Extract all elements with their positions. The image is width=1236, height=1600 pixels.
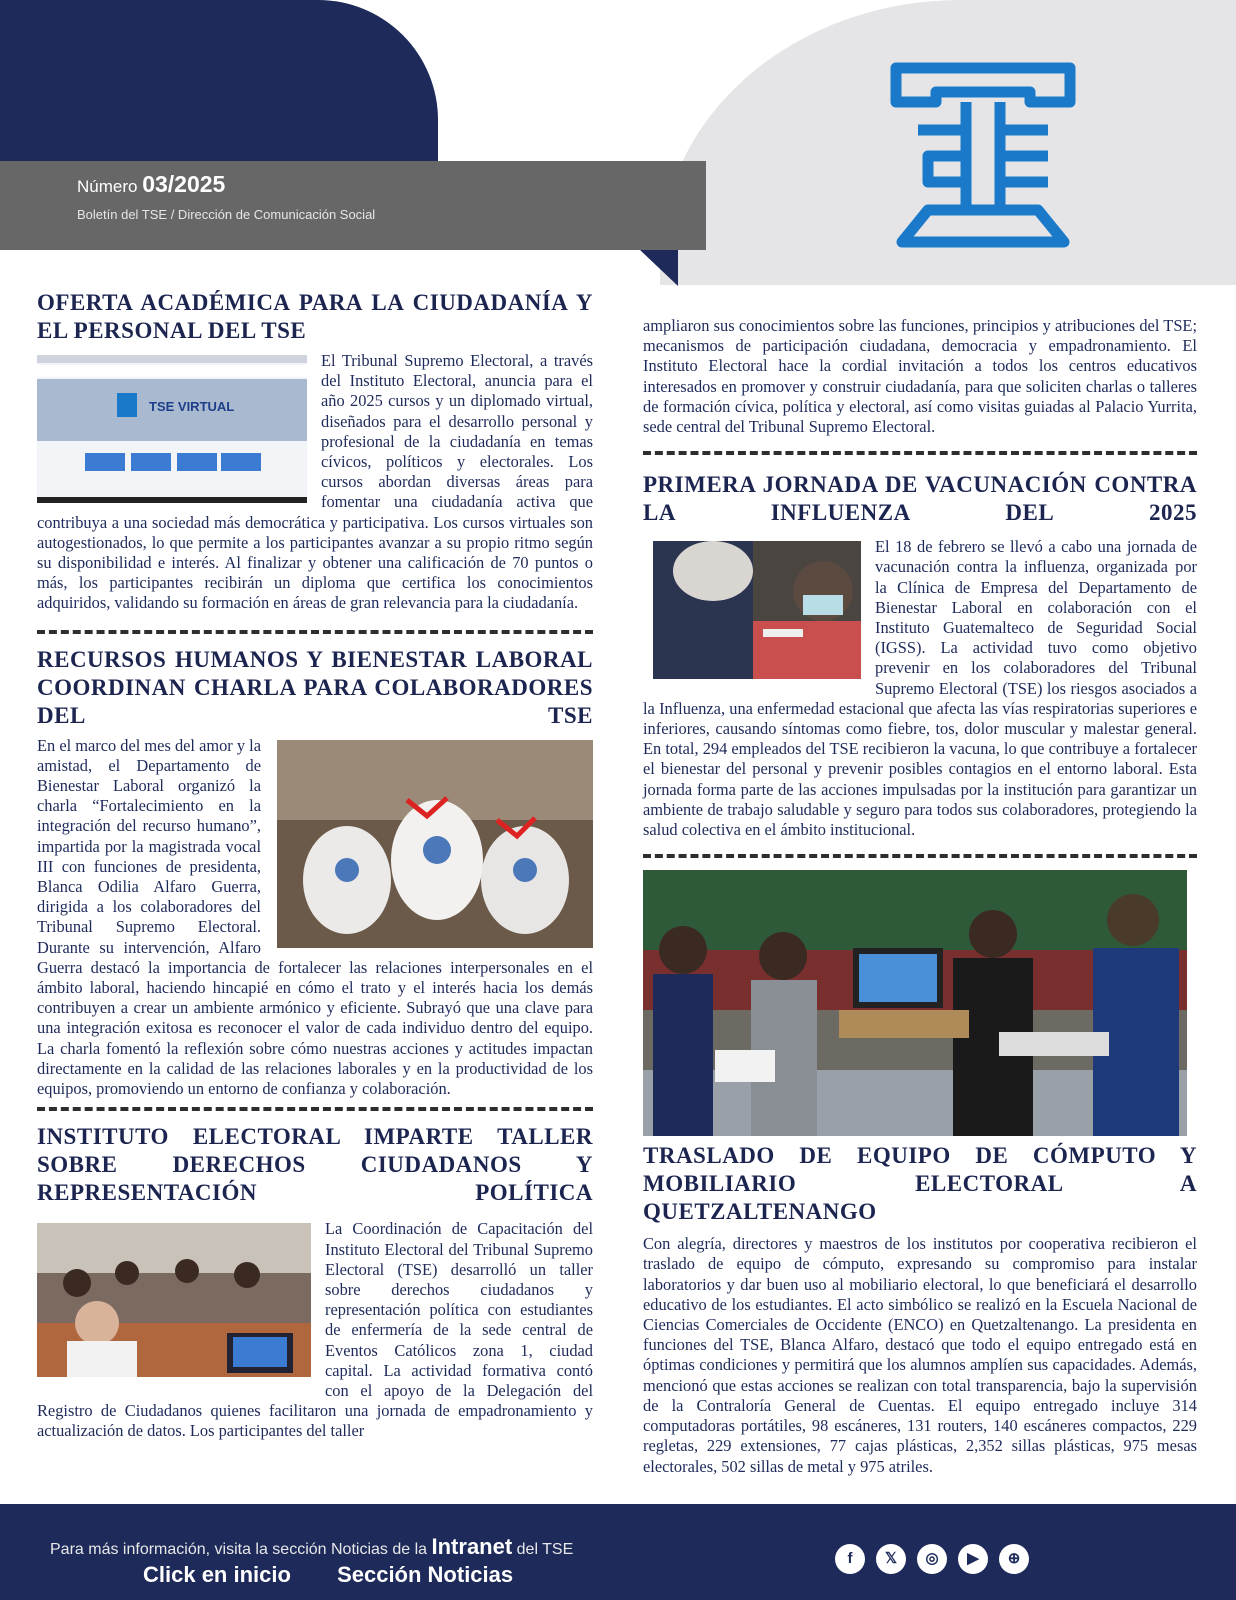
article-4-image xyxy=(653,541,861,679)
divider xyxy=(643,854,1197,858)
issue-number xyxy=(77,171,225,198)
bulletin-subtitle: Boletín del TSE / Dirección de Comunicación Social xyxy=(77,207,376,222)
footer-intranet: Intranet xyxy=(431,1534,513,1559)
footer-info-prefix: Para más información, visita la sección Noticias de la xyxy=(50,1541,428,1558)
divider xyxy=(37,630,593,634)
article-3-title: INSTITUTO ELECTORAL IMPARTE TALLER SOBRE DERECHOS CIUDADANOS Y REPRESENTACIÓN POLÍTICA xyxy=(37,1124,593,1206)
footer-step-inicio: Click en inicio xyxy=(143,1562,291,1587)
issue-value: 03/2025 xyxy=(142,171,226,197)
article-1-image xyxy=(37,355,307,503)
facebook-icon[interactable]: f xyxy=(835,1544,865,1574)
footer xyxy=(0,1504,1236,1600)
web-icon[interactable]: ⊕ xyxy=(999,1544,1029,1574)
article-3-continuation: ampliaron sus conocimientos sobre las funciones, principios y atribuciones del TSE; mecanismos de participación ciudadana, democracia y empadronamiento. El Instituto Electoral hace la cordial invitación a todos los centros educativos interesados en promover y construir ciudadanía, para que soliciten charlas o talleres de formación cívica, política y electoral, así como visitas guiadas al Palacio Yurrita, sede central del Tribunal Supremo Electoral. xyxy=(643,316,1197,437)
article-1-body: El Tribunal Supremo Electoral, a través del Instituto Electoral, anuncia para el año 2025 cursos y un diplomado virtual, diseñados para el desarrollo personal y profesional de la ciudadanía en temas cívicos, políticos y electorales. Los cursos abordan diversas áreas para fomentar una ciudadanía activa que contribuya a una sociedad más democrática y participativa. Los cursos virtuales son autogestionados, lo que permite a los participantes avanzar a su propio ritmo según su disponibilidad e interés. Al finalizar y obtener una calificación de 70 puntos o más, los participantes recibirán un diploma que certifica los conocimientos adquiridos, validando su formación en áreas de gran relevancia para la ciudadanía. xyxy=(37,351,593,613)
divider xyxy=(643,451,1197,455)
issue-label: Número xyxy=(77,177,138,196)
article-2-image xyxy=(277,740,593,948)
article-1-image-text: TSE VIRTUAL xyxy=(149,399,235,414)
header-corner xyxy=(640,250,678,286)
article-5-title: TRASLADO DE EQUIPO DE CÓMPUTO Y MOBILIARIO ELECTORAL A QUETZALTENANGO xyxy=(643,1143,1197,1225)
article-2-title: RECURSOS HUMANOS Y BIENESTAR LABORAL COORDINAN CHARLA PARA COLABORADORES DEL TSE xyxy=(37,646,593,728)
x-icon[interactable]: 𝕏 xyxy=(876,1544,906,1574)
article-3-image xyxy=(37,1223,311,1377)
article-3-body: La Coordinación de Capacitación del Instituto Electoral del Tribunal Supremo Electoral (TSE) desarrolló un taller sobre derechos ciudadanos y representación política con estudiantes de enfermería de la sede central de Eventos Católicos zona 1, ciudad capital. La actividad formativa contó con el apoyo de la Delegación del Registro de Ciudadanos quienes facilitaron una jornada de empadronamiento y actualización de datos. Los participantes del taller xyxy=(37,1219,593,1441)
left-column xyxy=(37,289,593,1442)
footer-steps xyxy=(143,1562,553,1588)
youtube-icon[interactable]: ▶ xyxy=(958,1544,988,1574)
footer-step-noticias: Sección Noticias xyxy=(337,1562,514,1587)
footer-info xyxy=(50,1534,573,1560)
tse-logo xyxy=(888,60,1078,252)
divider xyxy=(37,1107,593,1111)
article-4-body: El 18 de febrero se llevó a cabo una jornada de vacunación contra la influenza, organizada por la Clínica de Empresa del Departamento de Bienestar Laboral en colaboración con el Instituto Guatemalteco de Seguridad Social (IGSS). La actividad tuvo como objetivo prevenir en los colaboradores del Tribunal Supremo Electoral (TSE) los riesgos asociados a la Influenza, una enfermedad estacional que afecta las vías respiratorias superiores e inferiores, causando síntomas como fiebre, tos, dolor muscular y malestar general. En total, 294 empleados del TSE recibieron la vacuna, lo que contribuye a fortalecer el bienestar del personal y prevenir posibles contagios en el entorno laboral. Esta jornada forma parte de las acciones impulsadas por la institución para garantizar un ambiente de trabajo saludable y seguro para todos sus colaboradores, protegiendo la salud colectiva en el ámbito institucional. xyxy=(643,537,1197,840)
article-5-image xyxy=(643,870,1187,1136)
article-5-body: Con alegría, directores y maestros de los institutos por cooperativa recibieron el traslado de equipo de cómputo, expresando su compromiso para instalar laboratorios y dar buen uso al mobiliario electoral, lo que beneficiará el desarrollo educativo de los estudiantes. El acto simbólico se realizó en la Escuela Nacional de Ciencias Comerciales de Occidente (ENCO) en Quetzaltenango. La presidenta en funciones del TSE, Blanca Alfaro, destacó que todo el equipo entregado está en óptimas condiciones y permitirá que los alumnos amplíen sus capacidades. Además, mencionó que estas acciones se realizan con total transparencia, bajo la supervisión de la Contraloría General de Cuentas. El equipo entregado incluye 314 computadoras portátiles, 98 escáneres, 131 routers, 140 escáneres compactos, 229 regletas, 229 extensiones, 77 cajas plásticas, 2,352 sillas plásticas, 975 mesas electorales, 502 sillas de metal y 975 atriles. xyxy=(643,1234,1197,1476)
right-column xyxy=(643,316,1197,1477)
footer-info-suffix: del TSE xyxy=(516,1541,574,1558)
article-4-title: PRIMERA JORNADA DE VACUNACIÓN CONTRA LA INFLUENZA DEL 2025 xyxy=(643,472,1197,526)
article-1-title: OFERTA ACADÉMICA PARA LA CIUDADANÍA Y EL PERSONAL DEL TSE xyxy=(37,290,593,343)
article-2-body: En el marco del mes del amor y la amistad, el Departamento de Bienestar Laboral organizó la charla “Fortalecimiento en la integración del recurso humano”, impartida por la magistrada vocal III con funciones de presidenta, Blanca Odilia Alfaro Guerra, dirigida a los colaboradores del Tribunal Supremo Electoral. Durante su intervención, Alfaro Guerra destacó la importancia de fortalecer las relaciones interpersonales en el ámbito laboral, haciendo hincapié en cómo el trato y el interés hacia los demás contribuyen a crear un ambiente armónico y eficiente. Subrayó que una clave para una integración exitosa es reconocer el valor de cada individuo dentro del equipo. La charla fomentó la reflexión sobre cómo nuestras acciones y actitudes impactan directamente en la calidad de las relaciones laborales y en la productividad de los equipos, promoviendo un entorno de confianza y colaboración. xyxy=(37,735,593,1099)
instagram-icon[interactable]: ◎ xyxy=(917,1544,947,1574)
